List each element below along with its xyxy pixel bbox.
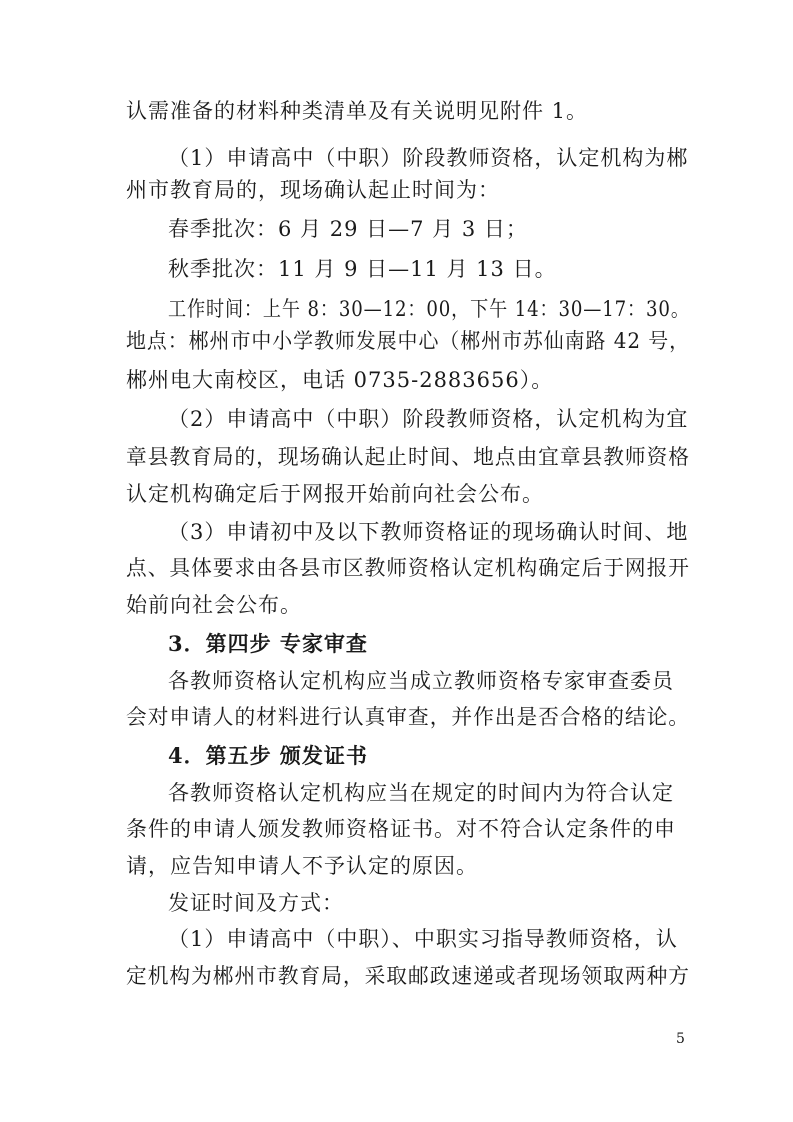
text-line: 认需准备的材料种类清单及有关说明见附件 1。 (126, 99, 589, 123)
text-line: 条件的申请人颁发教师资格证书。对不符合认定条件的申 (126, 817, 676, 841)
text-line: （2）申请高中（中职）阶段教师资格，认定机构为宜 (168, 407, 689, 431)
text-line: 点、具体要求由各县市区教师资格认定机构确定后于网报开 (126, 556, 690, 580)
text-line: 认定机构确定后于网报开始前向社会公布。 (126, 482, 544, 506)
page-number: 5 (676, 1031, 685, 1047)
section-heading: 3．第四步 专家审查 (168, 631, 368, 656)
text-line: 发证时间及方式： (168, 891, 344, 915)
text-line: 各教师资格认定机构应当在规定的时间内为符合认定 (168, 781, 674, 805)
text-line: 请，应告知申请人不予认定的原因。 (126, 854, 478, 878)
text-line: 秋季批次：11 月 9 日—11 月 13 日。 (168, 257, 557, 281)
text-line: 州市教育局的，现场确认起止时间为： (126, 178, 500, 202)
text-line: 工作时间：上午 8：30—12：00，下午 14：30—17：30。 (168, 297, 690, 321)
text-line: 各教师资格认定机构应当成立教师资格专家审查委员 (168, 669, 674, 693)
section-heading: 4．第五步 颁发证书 (168, 743, 368, 768)
text-line: 会对申请人的材料进行认真审查，并作出是否合格的结论。 (126, 705, 690, 729)
text-line: 郴州电大南校区，电话 0735-2883656）。 (126, 368, 554, 392)
text-line: （1）申请高中（中职）、中职实习指导教师资格，认 (168, 927, 678, 951)
text-line: 始前向社会公布。 (126, 593, 302, 617)
text-line: （3）申请初中及以下教师资格证的现场确认时间、地 (168, 520, 689, 544)
text-line: （1）申请高中（中职）阶段教师资格，认定机构为郴 (168, 146, 689, 170)
text-line: 定机构为郴州市教育局，采取邮政速递或者现场领取两种方 (126, 964, 690, 988)
text-line: 地点：郴州市中小学教师发展中心（郴州市苏仙南路 42 号， (126, 329, 691, 353)
text-line: 章县教育局的，现场确认起止时间、地点由宜章县教师资格 (126, 445, 690, 469)
text-line: 春季批次：6 月 29 日—7 月 3 日； (168, 217, 528, 241)
